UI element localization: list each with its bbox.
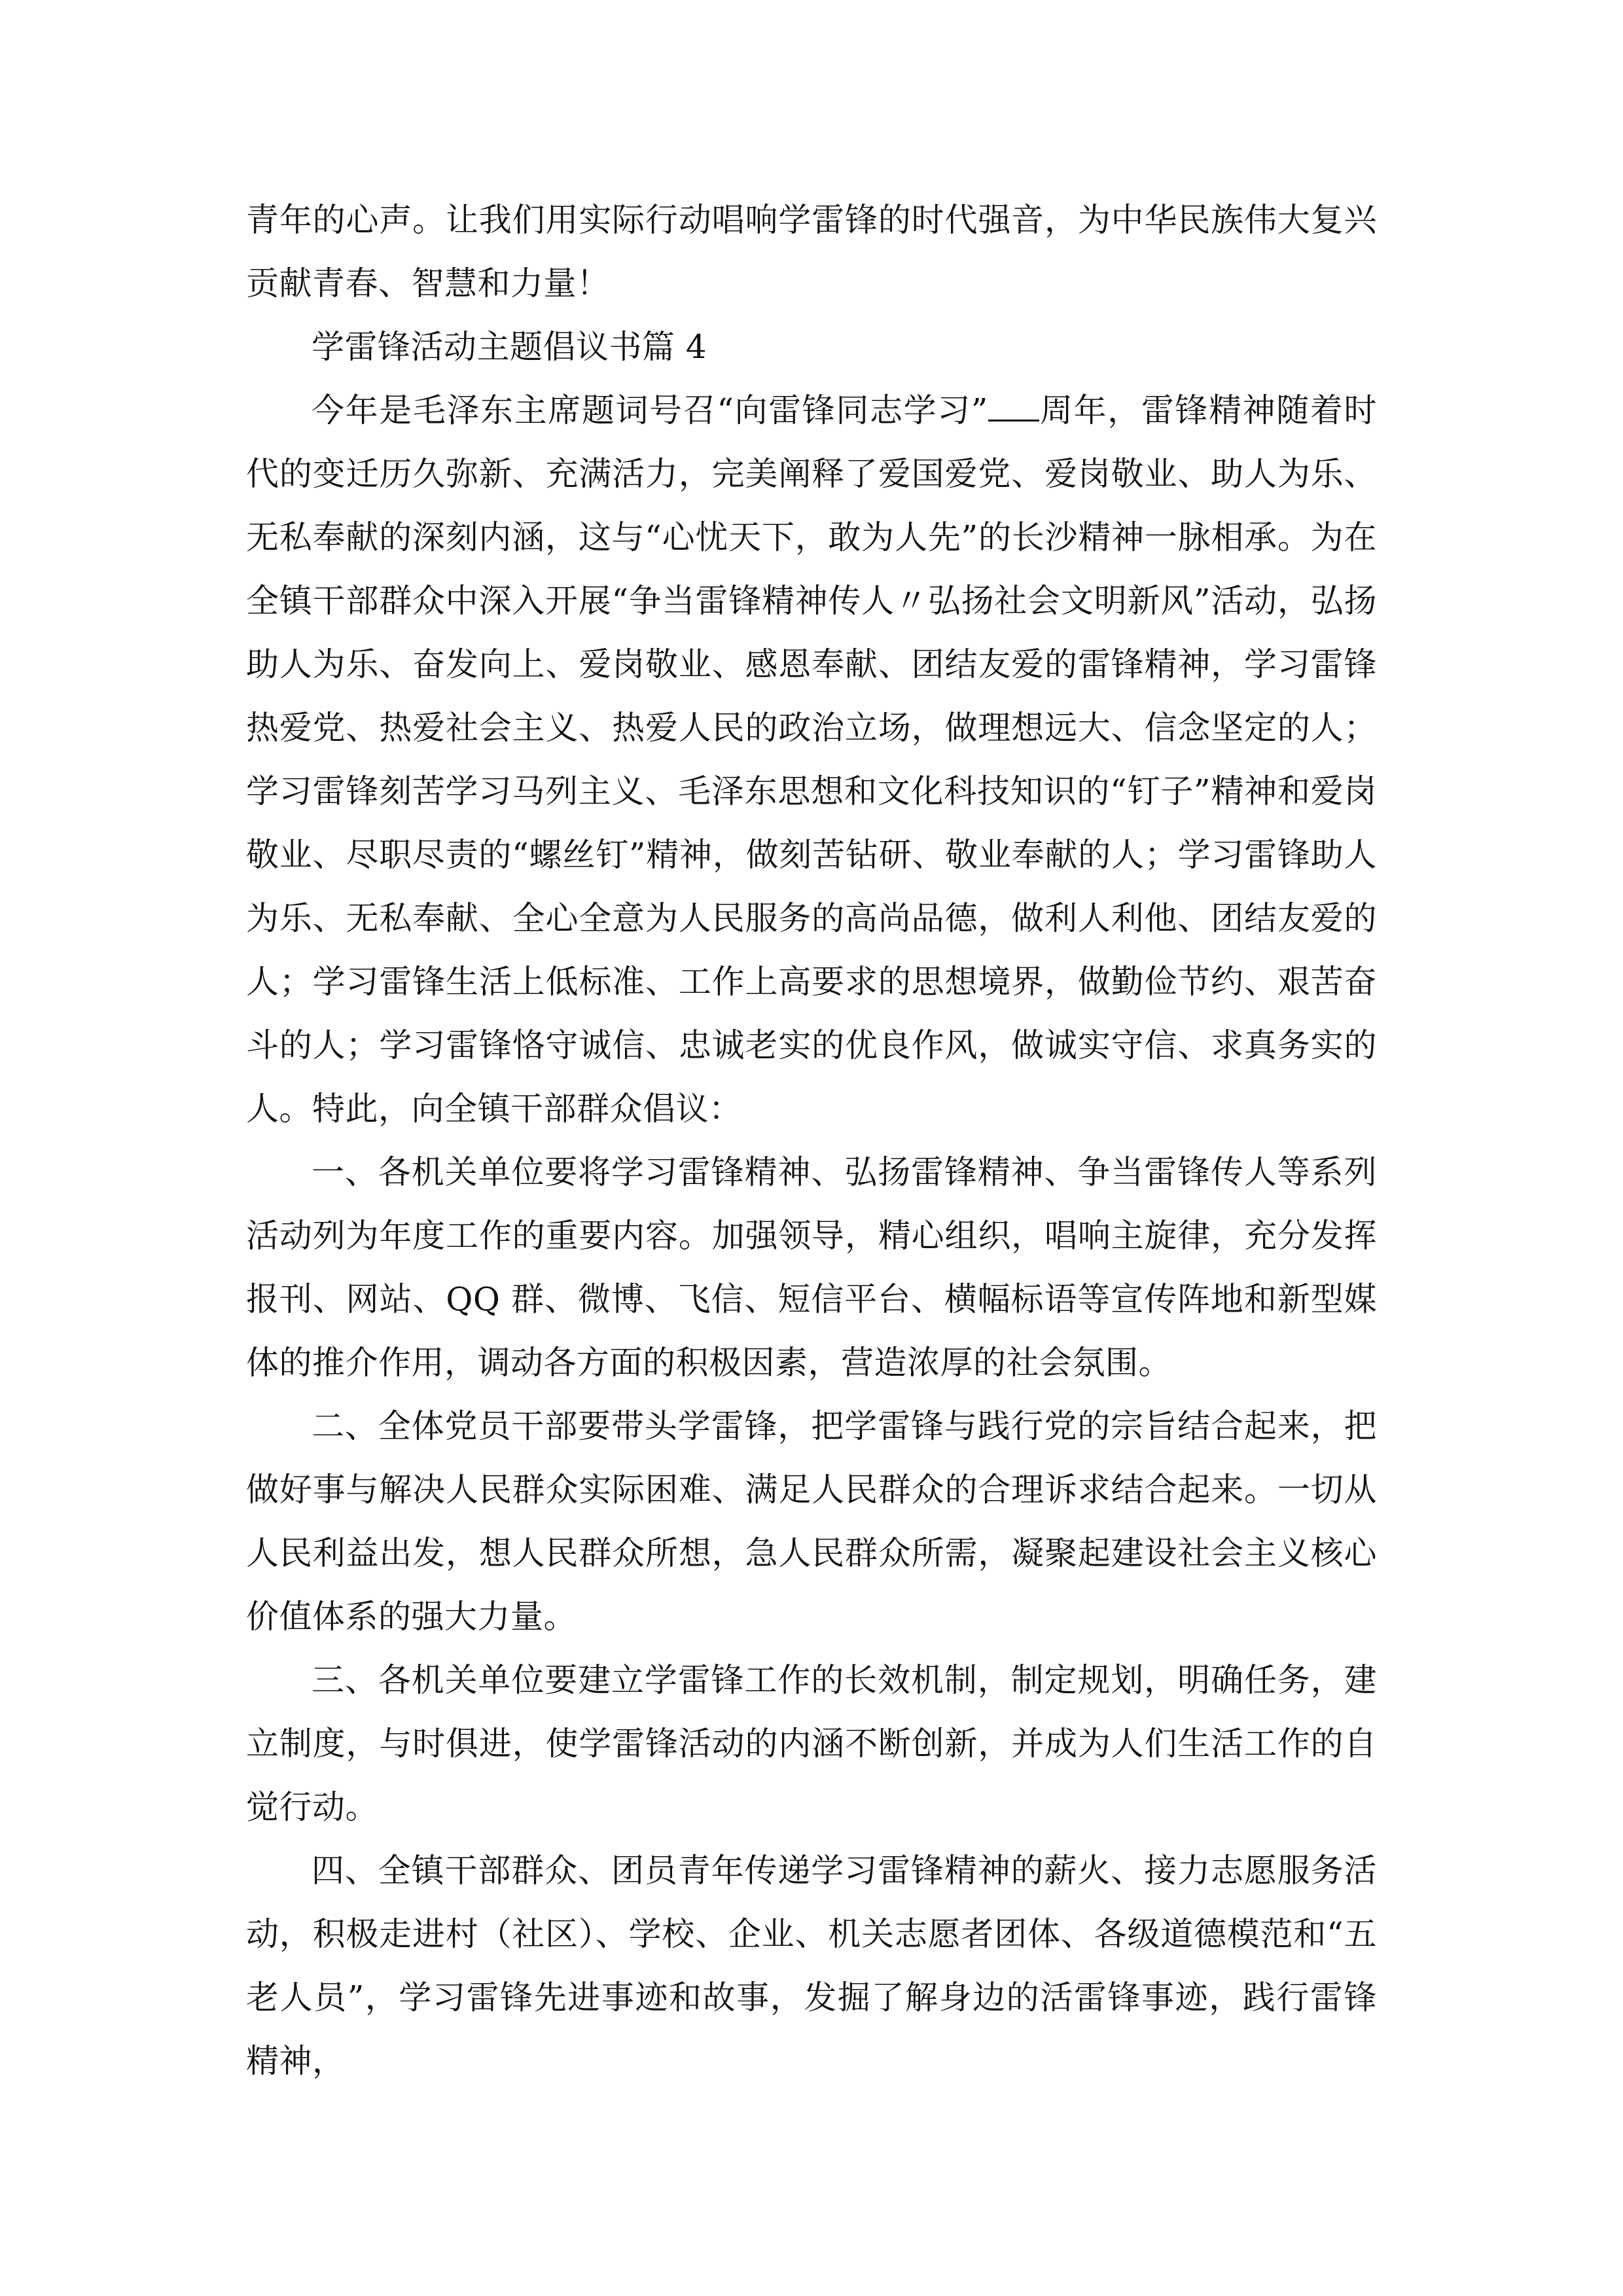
paragraph-continuation: 青年的心声。让我们用实际行动唱响学雷锋的时代强音，为中华民族伟大复兴贡献青春、智慧和力量！ [246, 201, 1377, 302]
fill-in-blank [988, 391, 1039, 422]
paragraph-item-4: 四、全镇干部群众、团员青年传递学习雷锋精神的薪火、接力志愿服务活动，积极走进村（社区）、学校、企业、机关志愿者团体、各级道德模范和“五老人员”，学习雷锋先进事迹和故事，发掘了解身边的活雷锋事迹，践行雷锋精神， [246, 1852, 1377, 2080]
paragraph-intro-start: 今年是毛泽东主席题词号召“向雷锋同志学习” [312, 391, 988, 429]
paragraph-intro-rest: 周年，雷锋精神随着时代的变迁历久弥新、充满活力，完美阐释了爱国爱党、爱岗敬业、助人为乐、无私奉献的深刻内涵，这与“心忧天下，敢为人先”的长沙精神一脉相承。为在全镇干部群众中深入开展“争当雷锋精神传人〃弘扬社会文明新风”活动，弘扬助人为乐、奋发向上、爱岗敬业、感恩奉献、团结友爱的雷锋精神，学习雷锋热爱党、热爱社会主义、热爱人民的政治立场，做理想远大、信念坚定的人；学习雷锋刻苦学习马列主义、毛泽东思想和文化科技知识的“钉子”精神和爱岗敬业、尽职尽责的“螺丝钉”精神，做刻苦钻研、敬业奉献的人；学习雷锋助人为乐、无私奉献、全心全意为人民服务的高尚品德，做利人利他、团结友爱的人；学习雷锋生活上低标准、工作上高要求的思想境界，做勤俭节约、艰苦奋斗的人；学习雷锋恪守诚信、忠诚老实的优良作风，做诚实守信、求真务实的人。特此，向全镇干部群众倡议： [246, 391, 1377, 1128]
document-body [246, 188, 1377, 2093]
paragraph-intro [246, 379, 1377, 1141]
paragraph-item-1: 一、各机关单位要将学习雷锋精神、弘扬雷锋精神、争当雷锋传人等系列活动列为年度工作的重要内容。加强领导，精心组织，唱响主旋律，充分发挥报刊、网站、QQ 群、微博、飞信、短信平台、横幅标语等宣传阵地和新型媒体的推介作用，调动各方面的积极因素，营造浓厚的社会氛围。 [246, 1153, 1377, 1382]
section-heading: 学雷锋活动主题倡议书篇 4 [312, 328, 707, 366]
paragraph-item-2: 二、全体党员干部要带头学雷锋，把学雷锋与践行党的宗旨结合起来，把做好事与解决人民群众实际困难、满足人民群众的合理诉求结合起来。一切从人民利益出发，想人民群众所想，急人民群众所需，凝聚起建设社会主义核心价值体系的强大力量。 [246, 1407, 1377, 1636]
paragraph-item-3: 三、各机关单位要建立学雷锋工作的长效机制，制定规划，明确任务，建立制度，与时俱进，使学雷锋活动的内涵不断创新，并成为人们生活工作的自觉行动。 [246, 1661, 1377, 1826]
